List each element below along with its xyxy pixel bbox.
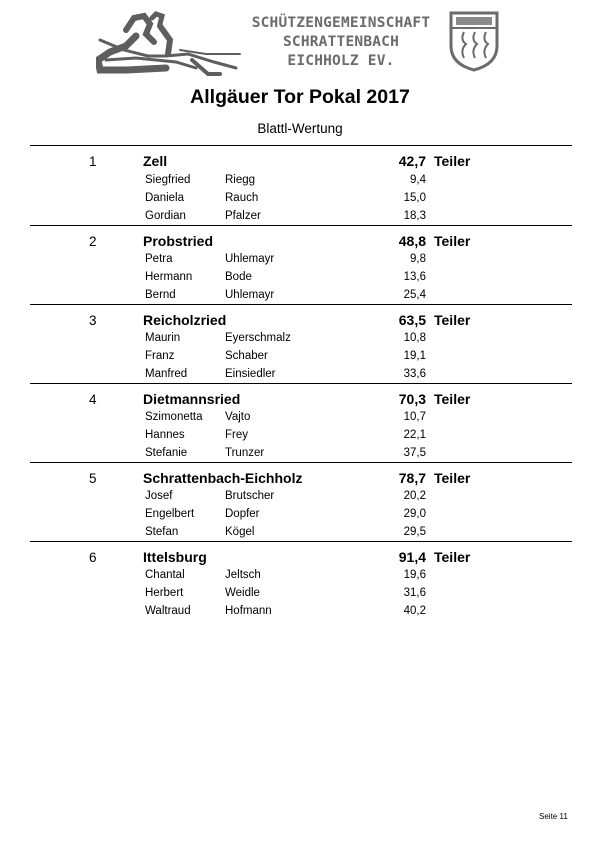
- team-unit: Teiler: [434, 312, 471, 328]
- team-unit: Teiler: [434, 549, 471, 565]
- member-last-name: Dopfer: [225, 508, 260, 520]
- member-last-name: Uhlemayr: [225, 253, 275, 265]
- member-first-name: Herbert: [145, 587, 184, 599]
- member-last-name: Vajto: [225, 411, 251, 423]
- member-last-name: Frey: [225, 429, 248, 441]
- member-score: 10,7: [403, 411, 426, 423]
- coat-of-arms-icon: [448, 10, 500, 72]
- member-first-name: Hermann: [145, 271, 193, 283]
- member-score: 20,2: [403, 490, 426, 502]
- member-last-name: Uhlemayr: [225, 289, 275, 301]
- member-first-name: Franz: [145, 350, 175, 362]
- shooter-logo-icon: [96, 10, 242, 76]
- team-score: 42,7: [398, 153, 426, 169]
- team-score: 91,4: [398, 549, 426, 565]
- member-first-name: Petra: [145, 253, 173, 265]
- team-block: [0, 542, 600, 618]
- member-last-name: Jeltsch: [225, 569, 261, 581]
- member-score: 29,0: [403, 508, 426, 520]
- member-row: [0, 271, 600, 289]
- team-score: 78,7: [398, 470, 426, 486]
- member-row: [0, 587, 600, 605]
- team-name: Ittelsburg: [143, 549, 207, 565]
- member-score: 29,5: [403, 526, 426, 538]
- team-score: 48,8: [398, 233, 426, 249]
- member-row: [0, 490, 600, 508]
- member-score: 25,4: [403, 289, 426, 301]
- member-first-name: Siegfried: [145, 174, 191, 186]
- member-score: 37,5: [403, 447, 426, 459]
- member-row: [0, 350, 600, 368]
- team-rank: 3: [89, 313, 97, 328]
- member-score: 9,8: [410, 253, 426, 265]
- member-last-name: Kögel: [225, 526, 255, 538]
- member-score: 19,1: [403, 350, 426, 362]
- member-last-name: Pfalzer: [225, 210, 261, 222]
- member-row: [0, 429, 600, 447]
- member-last-name: Trunzer: [225, 447, 265, 459]
- member-score: 9,4: [410, 174, 426, 186]
- member-row: [0, 192, 600, 210]
- team-unit: Teiler: [434, 470, 471, 486]
- page-subtitle: Blattl-Wertung: [257, 121, 343, 136]
- team-block: [0, 226, 600, 302]
- member-score: 19,6: [403, 569, 426, 581]
- team-rank: 6: [89, 550, 97, 565]
- member-row: [0, 332, 600, 350]
- member-last-name: Rauch: [225, 192, 259, 204]
- member-first-name: Stefanie: [145, 447, 188, 459]
- team-score: 63,5: [398, 312, 426, 328]
- club-name: [246, 14, 436, 71]
- club-name-line: SCHÜTZENGEMEINSCHAFT: [251, 15, 431, 31]
- team-block: [0, 146, 600, 222]
- team-rank: 2: [89, 234, 97, 249]
- member-score: 18,3: [403, 210, 426, 222]
- member-first-name: Josef: [145, 490, 173, 502]
- member-score: 13,6: [403, 271, 426, 283]
- member-row: [0, 411, 600, 429]
- member-last-name: Riegg: [225, 174, 256, 186]
- member-first-name: Stefan: [145, 526, 179, 538]
- member-score: 22,1: [403, 429, 426, 441]
- member-row: [0, 569, 600, 587]
- team-name: Probstried: [143, 233, 214, 249]
- member-first-name: Gordian: [145, 210, 186, 222]
- team-rank: 4: [89, 392, 97, 407]
- member-row: [0, 253, 600, 271]
- member-first-name: Engelbert: [145, 508, 195, 520]
- member-last-name: Hofmann: [225, 605, 272, 617]
- club-name-line: EICHHOLZ EV.: [287, 53, 395, 69]
- member-last-name: Eyerschmalz: [225, 332, 291, 344]
- team-block: [0, 463, 600, 539]
- team-rank: 1: [89, 154, 97, 169]
- member-first-name: Waltraud: [145, 605, 191, 617]
- member-last-name: Bode: [225, 271, 252, 283]
- member-row: [0, 605, 600, 623]
- member-last-name: Brutscher: [225, 490, 275, 502]
- club-name-line: SCHRATTENBACH: [282, 34, 400, 50]
- member-score: 15,0: [403, 192, 426, 204]
- member-score: 31,6: [403, 587, 426, 599]
- page-title: Allgäuer Tor Pokal 2017: [190, 86, 410, 108]
- member-first-name: Chantal: [145, 569, 185, 581]
- member-row: [0, 174, 600, 192]
- member-score: 10,8: [403, 332, 426, 344]
- team-block: [0, 384, 600, 460]
- member-score: 33,6: [403, 368, 426, 380]
- member-first-name: Manfred: [145, 368, 188, 380]
- member-score: 40,2: [403, 605, 426, 617]
- team-unit: Teiler: [434, 233, 471, 249]
- member-row: [0, 508, 600, 526]
- club-header: [96, 10, 504, 76]
- team-unit: Teiler: [434, 153, 471, 169]
- member-first-name: Daniela: [145, 192, 184, 204]
- team-block: [0, 305, 600, 381]
- member-first-name: Maurin: [145, 332, 181, 344]
- team-name: Reicholzried: [143, 312, 227, 328]
- team-unit: Teiler: [434, 391, 471, 407]
- member-last-name: Schaber: [225, 350, 268, 362]
- team-name: Dietmannsried: [143, 391, 241, 407]
- member-first-name: Hannes: [145, 429, 185, 441]
- member-first-name: Bernd: [145, 289, 176, 301]
- page-number: Seite 11: [539, 812, 568, 821]
- member-first-name: Szimonetta: [145, 411, 203, 423]
- team-name: Zell: [143, 153, 168, 169]
- team-name: Schrattenbach-Eichholz: [143, 470, 303, 486]
- member-last-name: Einsiedler: [225, 368, 276, 380]
- team-score: 70,3: [398, 391, 426, 407]
- member-last-name: Weidle: [225, 587, 260, 599]
- team-rank: 5: [89, 471, 97, 486]
